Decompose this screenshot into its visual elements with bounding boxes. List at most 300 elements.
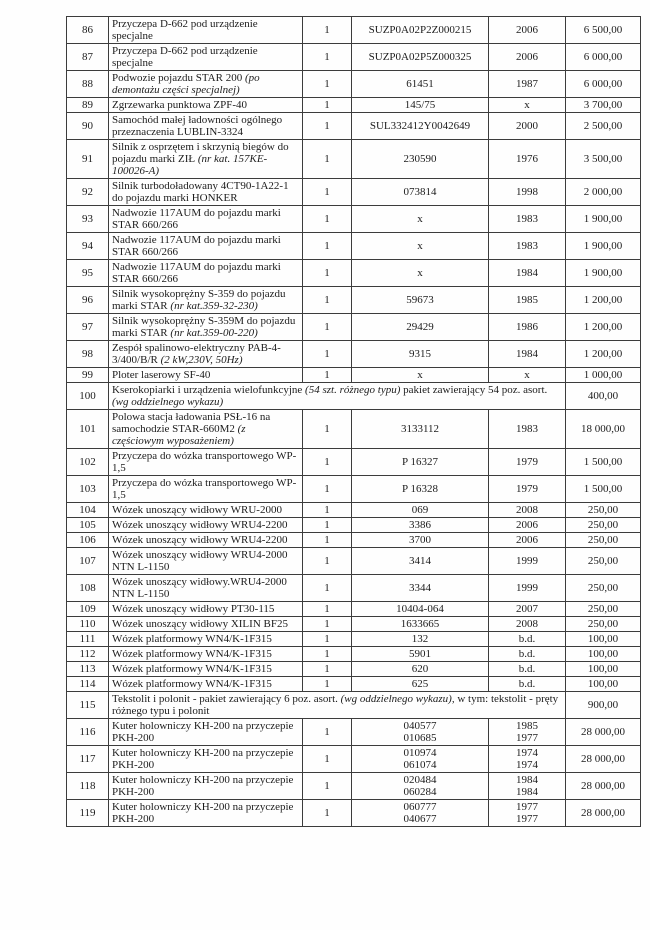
description-cell <box>109 233 303 260</box>
year-line: 1984 <box>516 348 538 360</box>
description-segment: Silnik wysokoprężny S-359M do pojazdu marki STAR <box>112 315 296 339</box>
year-cell <box>489 140 566 179</box>
serial-number-cell <box>352 548 489 575</box>
quantity-cell: 1 <box>303 677 352 692</box>
description-segment: Wózek platformowy WN4/K-1F315 <box>112 678 272 690</box>
serial-number-cell <box>352 368 489 383</box>
table-row <box>67 548 641 575</box>
price-cell: 400,00 <box>566 383 641 410</box>
serial-number-line: x <box>417 240 423 252</box>
price-cell: 1 200,00 <box>566 287 641 314</box>
serial-number-cell <box>352 449 489 476</box>
year-cell <box>489 677 566 692</box>
serial-number-cell <box>352 17 489 44</box>
serial-number-line: 625 <box>411 678 429 690</box>
year-cell <box>489 206 566 233</box>
serial-number-line: 61451 <box>406 78 434 90</box>
description-cell <box>109 17 303 44</box>
year-cell <box>489 368 566 383</box>
serial-number-line: 9315 <box>409 348 431 360</box>
table-row <box>67 662 641 677</box>
row-number-cell: 98 <box>67 341 109 368</box>
serial-number-cell <box>352 287 489 314</box>
serial-number-line: 145/75 <box>404 99 436 111</box>
price-cell: 250,00 <box>566 533 641 548</box>
year-line: 1979 <box>516 483 538 495</box>
serial-number-cell <box>352 518 489 533</box>
year-cell <box>489 113 566 140</box>
serial-number-line: P 16327 <box>402 456 438 468</box>
serial-number-line: 010974 <box>403 747 437 759</box>
row-number-cell: 109 <box>67 602 109 617</box>
description-cell <box>109 113 303 140</box>
year-cell <box>489 410 566 449</box>
description-cell <box>109 533 303 548</box>
row-number-cell: 100 <box>67 383 109 410</box>
description-cell <box>109 800 303 827</box>
inventory-table <box>66 16 641 827</box>
table-row <box>67 368 641 383</box>
serial-number-line: SUZP0A02P5Z000325 <box>368 51 472 63</box>
row-number-cell: 88 <box>67 71 109 98</box>
row-number-cell: 95 <box>67 260 109 287</box>
serial-number-cell <box>352 410 489 449</box>
description-segment: Nadwozie 117AUM do pojazdu marki STAR 660/266 <box>112 261 281 285</box>
year-cell <box>489 260 566 287</box>
description-segment: Przyczepa D-662 pod urządzenie specjalne <box>112 18 258 42</box>
year-line: 1985 <box>516 294 538 306</box>
quantity-cell: 1 <box>303 746 352 773</box>
description-cell <box>109 98 303 113</box>
quantity-cell: 1 <box>303 503 352 518</box>
table-row <box>67 233 641 260</box>
description-segment: Przyczepa do wózka transportowego WP-1,5 <box>112 477 297 501</box>
serial-number-line: 040577 <box>403 720 437 732</box>
price-cell: 1 200,00 <box>566 341 641 368</box>
year-cell <box>489 503 566 518</box>
quantity-cell: 1 <box>303 617 352 632</box>
quantity-cell: 1 <box>303 632 352 647</box>
year-line: 1979 <box>516 456 538 468</box>
description-segment: Kserokopiarki i urządzenia wielofunkcyjne <box>112 384 306 396</box>
serial-number-cell <box>352 662 489 677</box>
year-cell <box>489 800 566 827</box>
row-number-cell: 113 <box>67 662 109 677</box>
serial-number-line: SUL332412Y0042649 <box>369 120 471 132</box>
year-cell <box>489 449 566 476</box>
serial-number-cell <box>352 719 489 746</box>
serial-number-line: 3344 <box>409 582 431 594</box>
row-number-cell: 119 <box>67 800 109 827</box>
price-cell: 1 000,00 <box>566 368 641 383</box>
row-number-cell: 96 <box>67 287 109 314</box>
price-cell: 250,00 <box>566 518 641 533</box>
table-row <box>67 518 641 533</box>
serial-number-cell <box>352 632 489 647</box>
serial-number-line: 29429 <box>406 321 434 333</box>
price-cell: 900,00 <box>566 692 641 719</box>
table-row <box>67 410 641 449</box>
description-cell <box>109 449 303 476</box>
price-cell: 100,00 <box>566 662 641 677</box>
year-line: 2008 <box>516 504 538 516</box>
row-number-cell: 115 <box>67 692 109 719</box>
description-italic-segment: (wg oddzielnego wykazu) <box>112 396 224 408</box>
quantity-cell: 1 <box>303 44 352 71</box>
description-segment: Wózek unoszący widłowy WRU4-2200 <box>112 519 288 531</box>
table-row <box>67 179 641 206</box>
table-row <box>67 575 641 602</box>
description-segment: Podwozie pojazdu STAR 200 <box>112 72 245 84</box>
row-number-cell: 102 <box>67 449 109 476</box>
quantity-cell: 1 <box>303 800 352 827</box>
description-segment: Ploter laserowy SF-40 <box>112 369 211 381</box>
description-cell <box>109 383 566 410</box>
row-number-cell: 106 <box>67 533 109 548</box>
year-cell <box>489 746 566 773</box>
quantity-cell: 1 <box>303 113 352 140</box>
table-row <box>67 476 641 503</box>
description-italic-segment: (z częściowym wyposażeniem) <box>112 423 246 447</box>
quantity-cell: 1 <box>303 449 352 476</box>
quantity-cell: 1 <box>303 476 352 503</box>
year-line: 1977 <box>516 813 538 825</box>
serial-number-line: 3386 <box>409 519 431 531</box>
table-row <box>67 260 641 287</box>
year-line: 1999 <box>516 555 538 567</box>
description-italic-segment: (nr kat.359-32-230) <box>170 300 258 312</box>
quantity-cell: 1 <box>303 575 352 602</box>
year-line: 1983 <box>516 240 538 252</box>
serial-number-cell <box>352 800 489 827</box>
year-cell <box>489 17 566 44</box>
serial-number-cell <box>352 602 489 617</box>
table-row <box>67 533 641 548</box>
year-line: 1984 <box>516 267 538 279</box>
description-segment: Wózek platformowy WN4/K-1F315 <box>112 648 272 660</box>
price-cell: 28 000,00 <box>566 800 641 827</box>
serial-number-cell <box>352 773 489 800</box>
serial-number-line: 5901 <box>409 648 431 660</box>
table-row <box>67 617 641 632</box>
year-cell <box>489 341 566 368</box>
quantity-cell: 1 <box>303 140 352 179</box>
year-line: 1984 <box>516 786 538 798</box>
description-italic-segment: (wg oddzielnego wykazu), <box>340 693 455 705</box>
year-line: 2006 <box>516 519 538 531</box>
description-cell <box>109 44 303 71</box>
description-segment: Wózek platformowy WN4/K-1F315 <box>112 663 272 675</box>
year-cell <box>489 533 566 548</box>
description-segment: Przyczepa do wózka transportowego WP-1,5 <box>112 450 297 474</box>
serial-number-line: x <box>417 267 423 279</box>
price-cell: 28 000,00 <box>566 773 641 800</box>
price-cell: 250,00 <box>566 503 641 518</box>
year-cell <box>489 617 566 632</box>
row-number-cell: 103 <box>67 476 109 503</box>
row-number-cell: 110 <box>67 617 109 632</box>
year-cell <box>489 575 566 602</box>
description-segment: Zespół spalinowo-elektryczny PAB-4-3/400/B/R <box>112 342 281 366</box>
year-line: 1985 <box>516 720 538 732</box>
serial-number-cell <box>352 179 489 206</box>
serial-number-cell <box>352 341 489 368</box>
year-line: x <box>524 99 530 111</box>
price-cell: 1 500,00 <box>566 476 641 503</box>
description-cell <box>109 662 303 677</box>
description-cell <box>109 476 303 503</box>
description-segment: Tekstolit i polonit - pakiet zawierający 6 poz. asort. <box>112 693 341 705</box>
description-segment: Wózek platformowy WN4/K-1F315 <box>112 633 272 645</box>
quantity-cell: 1 <box>303 179 352 206</box>
row-number-cell: 116 <box>67 719 109 746</box>
year-line: 1998 <box>516 186 538 198</box>
year-cell <box>489 476 566 503</box>
serial-number-cell <box>352 233 489 260</box>
row-number-cell: 97 <box>67 314 109 341</box>
year-cell <box>489 662 566 677</box>
row-number-cell: 89 <box>67 98 109 113</box>
quantity-cell: 1 <box>303 773 352 800</box>
price-cell: 6 500,00 <box>566 17 641 44</box>
description-segment: Wózek unoszący widłowy XILIN BF25 <box>112 618 288 630</box>
row-number-cell: 86 <box>67 17 109 44</box>
description-cell <box>109 260 303 287</box>
quantity-cell: 1 <box>303 233 352 260</box>
description-cell <box>109 206 303 233</box>
description-segment: Nadwozie 117AUM do pojazdu marki STAR 660/266 <box>112 207 281 231</box>
description-cell <box>109 617 303 632</box>
serial-number-cell <box>352 260 489 287</box>
table-row <box>67 800 641 827</box>
serial-number-line: x <box>417 369 423 381</box>
year-line: 1999 <box>516 582 538 594</box>
description-segment: Silnik turbodoładowany 4CT90-1A22-1 do pojazdu marki HONKER <box>112 180 289 204</box>
year-cell <box>489 548 566 575</box>
table-row <box>67 647 641 662</box>
quantity-cell: 1 <box>303 548 352 575</box>
inventory-table-body <box>67 17 641 827</box>
description-segment: Zgrzewarka punktowa ZPF-40 <box>112 99 248 111</box>
row-number-cell: 92 <box>67 179 109 206</box>
serial-number-cell <box>352 746 489 773</box>
description-italic-segment: (2 kW,230V, 50Hz) <box>160 354 243 366</box>
description-segment: Polowa stacja ładowania PSŁ-16 na samochodzie STAR-660M2 <box>112 411 271 435</box>
quantity-cell: 1 <box>303 410 352 449</box>
year-cell <box>489 632 566 647</box>
price-cell: 1 900,00 <box>566 233 641 260</box>
serial-number-line: 020484 <box>403 774 437 786</box>
description-segment: Kuter holowniczy KH-200 na przyczepie PKH-200 <box>112 720 294 744</box>
year-line: b.d. <box>518 663 536 675</box>
serial-number-line: 10404-064 <box>396 603 444 615</box>
serial-number-line: 010685 <box>403 732 437 744</box>
year-line: 1977 <box>516 801 538 813</box>
serial-number-line: 3700 <box>409 534 431 546</box>
description-cell <box>109 548 303 575</box>
row-number-cell: 114 <box>67 677 109 692</box>
description-segment: w tym: tekstolit - pręty różnego typu i polonit <box>112 693 559 717</box>
year-line: 1984 <box>516 774 538 786</box>
description-cell <box>109 410 303 449</box>
quantity-cell: 1 <box>303 719 352 746</box>
description-segment: Nadwozie 117AUM do pojazdu marki STAR 660/266 <box>112 234 281 258</box>
serial-number-line: 620 <box>411 663 429 675</box>
price-cell: 1 900,00 <box>566 206 641 233</box>
quantity-cell: 1 <box>303 533 352 548</box>
table-row <box>67 602 641 617</box>
quantity-cell: 1 <box>303 260 352 287</box>
year-line: b.d. <box>518 648 536 660</box>
table-row <box>67 503 641 518</box>
year-line: x <box>524 369 530 381</box>
description-cell <box>109 575 303 602</box>
description-italic-segment: (54 szt. różnego typu) <box>305 384 401 396</box>
quantity-cell: 1 <box>303 17 352 44</box>
price-cell: 100,00 <box>566 677 641 692</box>
description-segment: pakiet zawierający 54 poz. asort. <box>400 384 548 396</box>
year-line: 1986 <box>516 321 538 333</box>
row-number-cell: 112 <box>67 647 109 662</box>
year-cell <box>489 179 566 206</box>
year-cell <box>489 719 566 746</box>
year-cell <box>489 98 566 113</box>
year-line: 1977 <box>516 732 538 744</box>
description-segment: Wózek unoszący widłowy WRU4-2000 NTN L-1150 <box>112 549 288 573</box>
price-cell: 6 000,00 <box>566 71 641 98</box>
quantity-cell: 1 <box>303 341 352 368</box>
quantity-cell: 1 <box>303 314 352 341</box>
quantity-cell: 1 <box>303 662 352 677</box>
serial-number-line: P 16328 <box>402 483 438 495</box>
serial-number-line: 230590 <box>403 153 437 165</box>
year-line: 2006 <box>516 534 538 546</box>
quantity-cell: 1 <box>303 518 352 533</box>
quantity-cell: 1 <box>303 98 352 113</box>
price-cell: 250,00 <box>566 617 641 632</box>
year-cell <box>489 602 566 617</box>
serial-number-line: 040677 <box>403 813 437 825</box>
year-line: 1987 <box>516 78 538 90</box>
table-row <box>67 773 641 800</box>
year-cell <box>489 44 566 71</box>
table-row <box>67 206 641 233</box>
row-number-cell: 93 <box>67 206 109 233</box>
table-row <box>67 140 641 179</box>
description-cell <box>109 773 303 800</box>
description-cell <box>109 647 303 662</box>
year-cell <box>489 287 566 314</box>
price-cell: 250,00 <box>566 548 641 575</box>
year-line: 1974 <box>516 747 538 759</box>
serial-number-cell <box>352 314 489 341</box>
serial-number-line: 073814 <box>403 186 437 198</box>
year-cell <box>489 71 566 98</box>
price-cell: 250,00 <box>566 575 641 602</box>
serial-number-line: 060777 <box>403 801 437 813</box>
table-row <box>67 44 641 71</box>
row-number-cell: 117 <box>67 746 109 773</box>
serial-number-cell <box>352 71 489 98</box>
year-cell <box>489 518 566 533</box>
table-row <box>67 677 641 692</box>
quantity-cell: 1 <box>303 647 352 662</box>
table-row <box>67 383 641 410</box>
quantity-cell: 1 <box>303 71 352 98</box>
table-row <box>67 719 641 746</box>
row-number-cell: 107 <box>67 548 109 575</box>
year-line: b.d. <box>518 633 536 645</box>
description-cell <box>109 503 303 518</box>
serial-number-line: 3133112 <box>400 423 440 435</box>
row-number-cell: 118 <box>67 773 109 800</box>
serial-number-cell <box>352 44 489 71</box>
price-cell: 6 000,00 <box>566 44 641 71</box>
year-line: 1974 <box>516 759 538 771</box>
description-cell <box>109 632 303 647</box>
table-row <box>67 341 641 368</box>
description-cell <box>109 677 303 692</box>
price-cell: 100,00 <box>566 647 641 662</box>
description-cell <box>109 368 303 383</box>
description-cell <box>109 746 303 773</box>
description-italic-segment: (nr kat.359-00-220) <box>170 327 258 339</box>
price-cell: 3 500,00 <box>566 140 641 179</box>
quantity-cell: 1 <box>303 368 352 383</box>
serial-number-line: SUZP0A02P2Z000215 <box>368 24 472 36</box>
serial-number-cell <box>352 113 489 140</box>
year-line: 2006 <box>516 24 538 36</box>
price-cell: 1 900,00 <box>566 260 641 287</box>
row-number-cell: 94 <box>67 233 109 260</box>
table-row <box>67 632 641 647</box>
price-cell: 1 500,00 <box>566 449 641 476</box>
description-cell <box>109 602 303 617</box>
description-cell <box>109 692 566 719</box>
year-cell <box>489 233 566 260</box>
quantity-cell: 1 <box>303 206 352 233</box>
price-cell: 100,00 <box>566 632 641 647</box>
year-line: 1983 <box>516 213 538 225</box>
description-italic-segment: (po demontażu części specjalnej) <box>112 72 260 96</box>
row-number-cell: 108 <box>67 575 109 602</box>
description-segment: Silnik wysokoprężny S-359 do pojazdu marki STAR <box>112 288 286 312</box>
row-number-cell: 111 <box>67 632 109 647</box>
price-cell: 2 000,00 <box>566 179 641 206</box>
description-cell <box>109 140 303 179</box>
year-line: 2008 <box>516 618 538 630</box>
year-line: 2007 <box>516 603 538 615</box>
serial-number-cell <box>352 677 489 692</box>
serial-number-line: x <box>417 213 423 225</box>
serial-number-cell <box>352 503 489 518</box>
description-segment: Kuter holowniczy KH-200 na przyczepie PKH-200 <box>112 801 294 825</box>
row-number-cell: 105 <box>67 518 109 533</box>
serial-number-line: 3414 <box>409 555 431 567</box>
description-cell <box>109 71 303 98</box>
serial-number-cell <box>352 617 489 632</box>
serial-number-cell <box>352 98 489 113</box>
price-cell: 1 200,00 <box>566 314 641 341</box>
serial-number-line: 060284 <box>403 786 437 798</box>
description-segment: Wózek unoszący widłowy WRU4-2200 <box>112 534 288 546</box>
table-row <box>67 692 641 719</box>
table-row <box>67 98 641 113</box>
serial-number-line: 1633665 <box>400 618 440 630</box>
serial-number-cell <box>352 476 489 503</box>
year-cell <box>489 647 566 662</box>
year-line: 1983 <box>516 423 538 435</box>
